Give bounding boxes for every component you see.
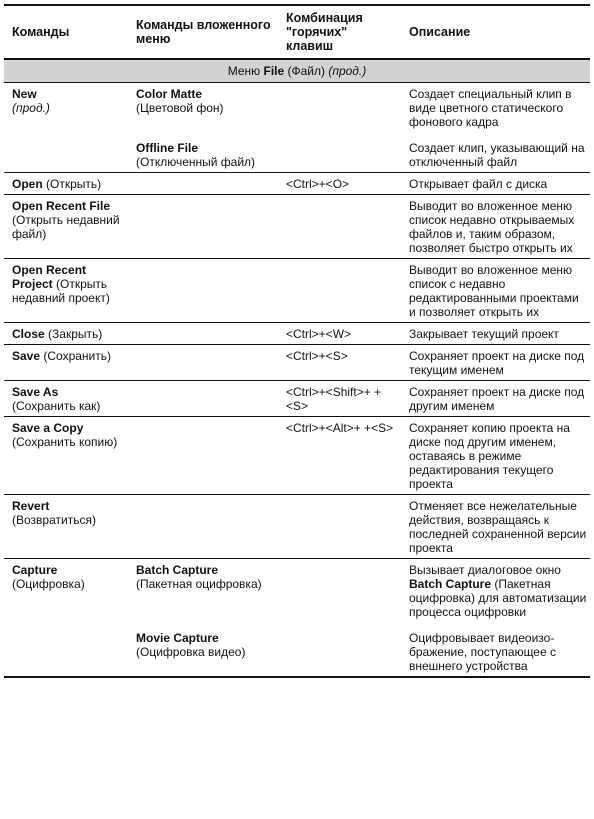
header-commands: Команды [12,25,70,39]
description-cell [401,132,590,173]
command-translation: (Открыть) [46,177,102,191]
command-cell [4,173,128,195]
description-text: (Пакетная оцифровка) для автоматизации процесса оцифровки [409,577,587,619]
description-text: Открывает файл с диска [409,177,548,191]
command-translation: (Возвратиться) [12,513,96,527]
description-cell [401,259,590,323]
submenu-name: Offline File [136,141,199,155]
submenu-name: Batch Capture [136,563,219,577]
submenu-name: Color Matte [136,87,202,101]
command-cell [4,259,128,323]
command-cell [4,132,128,173]
table-row [4,323,590,345]
shortcut-cell: <Ctrl>+<Shift>+ +<S> [278,381,401,417]
command-translation: (Сохранить копию) [12,435,118,449]
table-row [4,83,590,133]
header-description: Описание [409,25,471,39]
description-text: Сохраняет проект на диске под другим именем [409,385,585,413]
description-cell [401,622,590,677]
description-text: Выводит во вложенное меню список недавно открываемых файлов и, таким образом, позволяет быстро открыть их [409,199,575,255]
submenu-cell [128,622,278,677]
submenu-cell [128,83,278,133]
command-name: Close [12,327,45,341]
table-row [4,173,590,195]
command-cell [4,323,128,345]
submenu-cell [128,559,278,623]
shortcut-cell [278,495,401,559]
table-row [4,195,590,259]
shortcut-cell [278,195,401,259]
shortcut-cell: <Ctrl>+<W> [278,323,401,345]
command-cell [4,495,128,559]
command-translation: (прод.) [12,101,50,115]
table-header-row [4,5,590,59]
description-text: Вызывает диалоговое окно [409,563,561,577]
section-row [4,59,590,83]
description-cell [401,381,590,417]
description-text: Закрывает текущий проект [409,327,559,341]
submenu-cell [128,345,278,381]
shortcut-cell [278,559,401,623]
table-row [4,622,590,677]
header-shortcut: Комбинация "горячих" клавиш [286,11,363,53]
shortcut-cell [278,622,401,677]
command-cell [4,559,128,623]
command-cell [4,345,128,381]
submenu-cell [128,495,278,559]
command-name: Open Recent Project [12,263,87,291]
submenu-cell [128,132,278,173]
command-name: Open Recent File [12,199,111,213]
submenu-cell [128,417,278,495]
command-name: Save [12,349,41,363]
shortcut-cell [278,83,401,133]
command-cell [4,622,128,677]
section-title [4,59,590,83]
description-cell [401,345,590,381]
section-menu-name-ru: (Файл) [284,64,329,78]
command-cell [4,381,128,417]
description-text: Выводит во вложенное меню список с недавно редактированными проектами и позволяет открыть их [409,263,579,319]
submenu-cell [128,173,278,195]
description-text: Сохраняет копию проекта на диске под другим именем, оставаясь в режиме редактирования текущего проекта [409,421,570,491]
command-name: Save As [12,385,59,399]
command-translation: (Открыть недавний проект) [12,277,110,305]
description-text: Оцифровывает видеоизображение, поступающее с внешнего устройства [409,631,556,673]
command-name: Capture [12,563,58,577]
description-bold: Batch Capture [409,577,492,591]
submenu-cell [128,195,278,259]
command-cell [4,417,128,495]
table-body [4,83,590,678]
header-submenu: Команды вложенного меню [136,18,271,46]
description-cell [401,173,590,195]
shortcut-cell: <Ctrl>+<Alt>+ +<S> [278,417,401,495]
table-row [4,132,590,173]
command-name: Save a Copy [12,421,84,435]
shortcut-cell: <Ctrl>+<O> [278,173,401,195]
commands-table [4,4,590,678]
section-continued: (прод.) [328,64,367,78]
submenu-translation: (Цветовой фон) [136,101,224,115]
description-cell [401,83,590,133]
command-name: New [12,87,37,101]
description-text: Сохраняет проект на диске под текущим именем [409,349,585,377]
description-cell [401,195,590,259]
description-cell [401,323,590,345]
table-row [4,345,590,381]
command-translation: (Открыть недавний файл) [12,213,120,241]
description-cell [401,417,590,495]
table-row [4,417,590,495]
table-row [4,259,590,323]
command-translation: (Закрыть) [48,327,103,341]
command-cell [4,83,128,133]
submenu-translation: (Оцифровка видео) [136,645,246,659]
description-text: Создает специальный клип в виде цветного статического фонового кадра [409,87,572,129]
description-cell [401,559,590,623]
section-menu-name: File [263,64,285,78]
table-row [4,495,590,559]
table-row [4,559,590,623]
shortcut-cell [278,132,401,173]
shortcut-cell: <Ctrl>+<S> [278,345,401,381]
submenu-cell [128,323,278,345]
description-text: Отменяет все нежелательные действия, возвращаясь к последней сохраненной версии проекта [409,499,587,555]
command-name: Revert [12,499,50,513]
description-text: Создает клип, указывающий на отключенный файл [409,141,585,169]
command-translation: (Сохранить) [43,349,111,363]
description-cell [401,495,590,559]
command-translation: (Оцифровка) [12,577,85,591]
command-translation: (Сохранить как) [12,399,101,413]
shortcut-cell [278,259,401,323]
submenu-translation: (Отключенный файл) [136,155,256,169]
submenu-cell [128,381,278,417]
table-row [4,381,590,417]
submenu-cell [128,259,278,323]
command-name: Open [12,177,43,191]
command-cell [4,195,128,259]
submenu-translation: (Пакетная оцифровка) [136,577,262,591]
section-prefix: Меню [227,64,264,78]
submenu-name: Movie Capture [136,631,219,645]
